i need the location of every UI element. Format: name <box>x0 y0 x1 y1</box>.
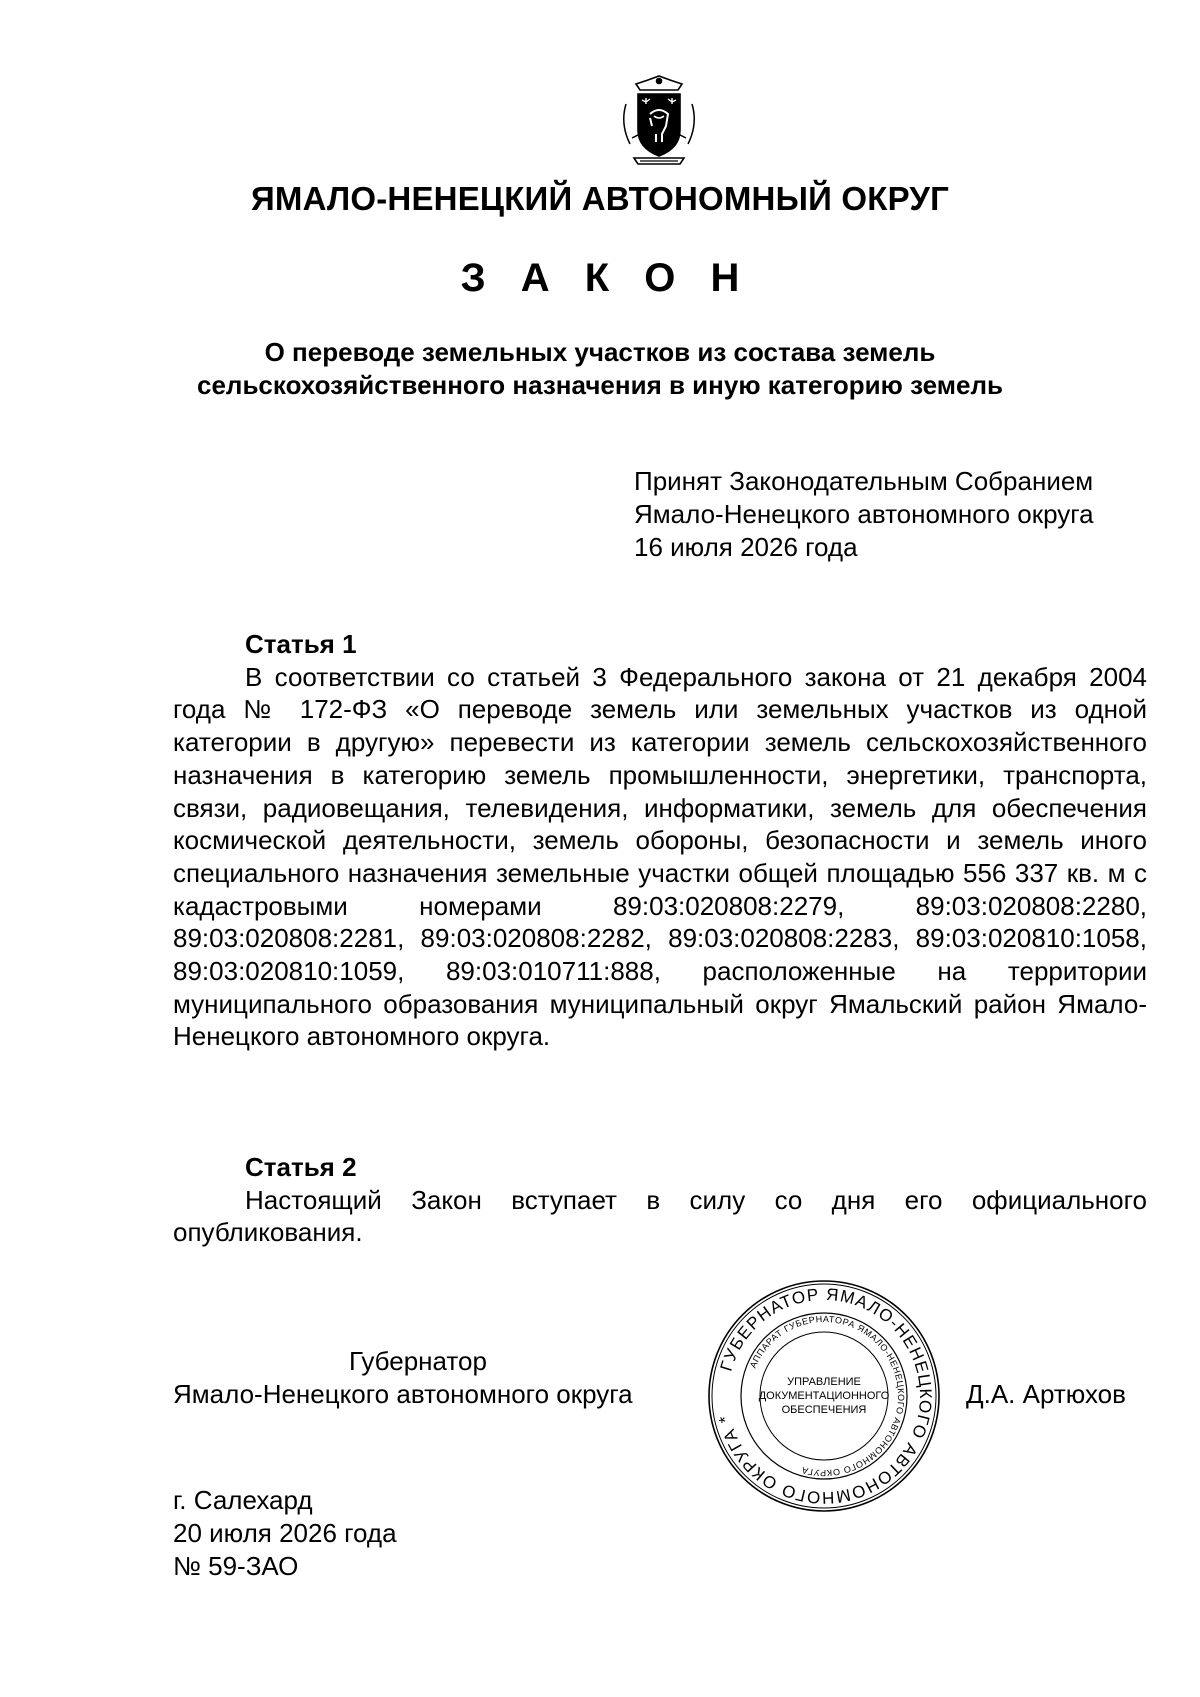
article-text: Настоящий Закон вступает в силу со дня его официального опубликования. <box>173 1184 1147 1248</box>
adoption-date: 16 июля 2026 года <box>634 532 858 562</box>
city: г. Салехард <box>173 1485 313 1515</box>
article-heading: Статья 1 <box>245 629 357 659</box>
law-number: № 59-ЗАО <box>173 1551 299 1581</box>
adoption-note <box>634 465 1094 564</box>
stamp-center-line: УПРАВЛЕНИЕ <box>787 1376 861 1388</box>
stamp-inner-text: АППАРАТ ГУБЕРНАТОРА ЯМАЛО-НЕНЕЦКОГО АВТОНОМНОГО ОКРУГА <box>747 1313 907 1479</box>
signatory-name: Д.А. Артюхов <box>966 1379 1126 1409</box>
adoption-line: Принят Законодательным Собранием <box>634 466 1094 496</box>
article-2 <box>173 1151 1147 1249</box>
stamp-outer-text: ГУБЕРНАТОР ЯМАЛО-НЕНЕЦКОГО АВТОНОМНОГО ОКРУГА * <box>714 1284 936 1508</box>
signing-date: 20 июля 2026 года <box>173 1518 397 1548</box>
document-footer <box>173 1484 397 1583</box>
signatory-region: Ямало-Ненецкого автономного округа <box>173 1379 633 1409</box>
adoption-line: Ямало-Ненецкого автономного округа <box>634 499 1094 529</box>
article-1 <box>173 628 1147 1053</box>
stamp-center-line: ОБЕСПЕЧЕНИЯ <box>781 1404 867 1416</box>
official-stamp <box>706 1278 942 1514</box>
document-type: З А К О Н <box>460 256 752 300</box>
article-heading: Статья 2 <box>245 1152 357 1182</box>
law-title-line: сельскохозяйственного назначения в иную категорию земель <box>197 370 1003 400</box>
law-title <box>0 336 1200 402</box>
stamp-center-line: ДОКУМЕНТАЦИОННОГО <box>758 1390 890 1402</box>
coat-of-arms-icon <box>618 74 700 168</box>
law-title-line: О переводе земельных участков из состава земель <box>264 337 936 367</box>
signatory-position: Губернатор <box>349 1346 487 1376</box>
region-heading: ЯМАЛО-НЕНЕЦКИЙ АВТОНОМНЫЙ ОКРУГ <box>250 180 950 217</box>
article-text: В соответствии со статьей 3 Федерального закона от 21 декабря 2004 года № 172-ФЗ «О переводе земель или земельных участков из одной категории в другую» перевести из категории земель сельскохозяйственного назначения в категорию земель промышленности, энергетики, транспорта, связи, радиовещания, телевидения, информатики, земель для обеспечения космической деятельности, земель обороны, безопасности и земель иного специального назначения земельные участки общей площадью 556 337 кв. м с кадастровыми номерами 89:03:020808:2279, 89:03:020808:2280, 89:03:020808:2281, 89:03:020808:2282, 89:03:020808:2283, 89:03:020810:1058, 89:03:020810:1059, 89:03:010711:888, расположенные на территории муниципального образования муниципальный округ Ямальский район Ямало-Ненецкого автономного округа. <box>173 661 1147 1052</box>
